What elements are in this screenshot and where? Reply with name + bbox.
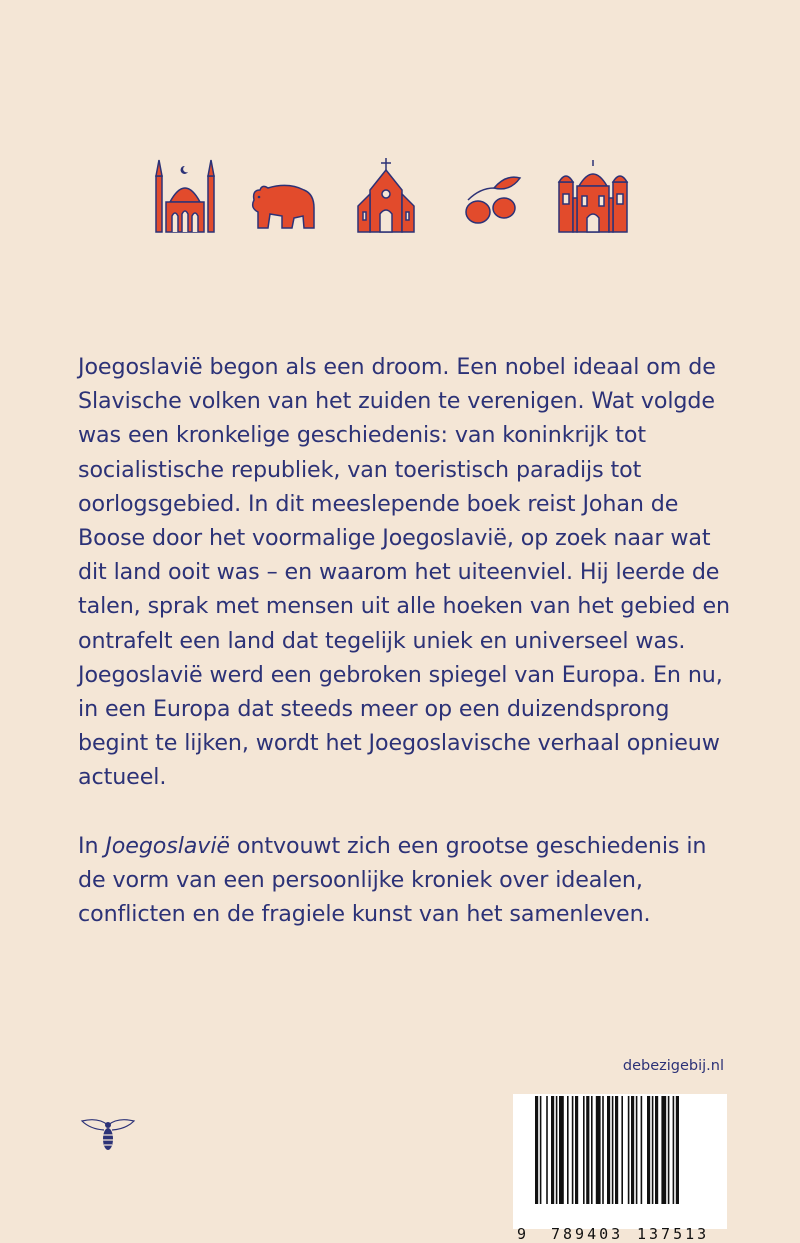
barcode-bar (636, 1096, 638, 1204)
barcode-bar (621, 1096, 623, 1204)
barcode-bar (556, 1096, 558, 1204)
publisher-url: debezigebij.nl (622, 1058, 724, 1074)
back-cover-blurb (78, 350, 738, 931)
icon-row (150, 150, 650, 240)
bee-logo-icon (78, 1115, 138, 1155)
barcode-bar (612, 1096, 614, 1204)
barcode-bar (668, 1096, 670, 1204)
barcode-bar (673, 1096, 675, 1204)
barcode-lead-digit: 9 (517, 1225, 527, 1243)
olive-branch-icon (460, 174, 524, 230)
barcode-bar (586, 1096, 589, 1204)
blurb-paragraph-1: Joegoslavië begon als een droom. Een nobel ideaal om de Slavische volken van het zuiden te verenigen. Wat volgde was een kronkelige geschiedenis: van koninkrijk tot socialistische republiek, van toeristisch paradijs tot oorlogsgebied. In dit meeslepende boek reist Johan de Boose door het voormalige Joegoslavië, op zoek naar wat dit land ooit was – en waarom het uiteenviel. Hij leerde de talen, sprak met mensen uit alle hoeken van het gebied en ontrafelt een land dat tegelijk uniek en universeel was. Joegoslavië werd een gebroken spiegel van Europa. En nu, in een Europa dat steeds meer op een duizendsprong begint te lijken, wordt het Joegoslavische verhaal opnieuw actueel. (78, 354, 731, 791)
barcode-bar (631, 1096, 634, 1204)
barcode-left-digits: 789403 (551, 1225, 624, 1243)
barcode-bar (607, 1096, 610, 1204)
barcode-bar (641, 1096, 643, 1204)
barcode-bar (559, 1096, 564, 1204)
barcode-bar (602, 1096, 604, 1204)
barcode-bar (591, 1096, 593, 1204)
bear-icon (248, 180, 318, 230)
barcode-bar (583, 1096, 585, 1204)
barcode-bar (567, 1096, 569, 1204)
church-icon (354, 154, 418, 234)
book-title: Joegoslavië (105, 832, 230, 859)
cathedral-icon (555, 158, 631, 234)
barcode-bar (628, 1096, 630, 1204)
barcode-bar (551, 1096, 554, 1204)
barcode-bar (540, 1096, 542, 1204)
mosque-icon (152, 154, 218, 234)
barcode-bar (647, 1096, 650, 1204)
barcode-bar (535, 1096, 538, 1204)
barcode-bars (513, 1094, 727, 1204)
blurb-paragraph-2 (78, 829, 738, 932)
barcode-bar (615, 1096, 618, 1204)
blurb-paragraph-2-rest: ontvouwt zich een grootse geschiedenis in de vorm van een persoonlijke kroniek over idealen, conflicten en de fragiele kunst van het samenleven. (78, 832, 707, 928)
barcode-bar (596, 1096, 601, 1204)
barcode-bar (575, 1096, 578, 1204)
barcode-bar (546, 1096, 548, 1204)
barcode-right-digits: 137513 (637, 1225, 710, 1243)
barcode-bar (655, 1096, 658, 1204)
barcode-bar (652, 1096, 654, 1204)
isbn-barcode (513, 1094, 727, 1243)
blurb-paragraph-2-prefix: In (78, 832, 106, 859)
barcode-bar (572, 1096, 574, 1204)
barcode-bar (676, 1096, 679, 1204)
barcode-bar (661, 1096, 666, 1204)
